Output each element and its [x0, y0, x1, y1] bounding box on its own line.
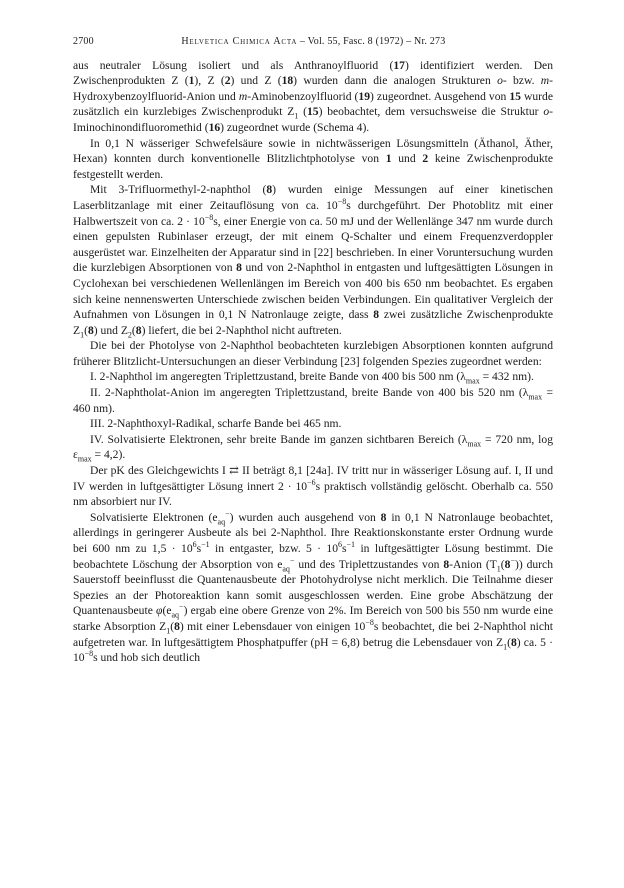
journal-reference: [94, 34, 533, 50]
paragraph-p6: Solvatisierte Elektronen $(e_{aq}^-)$ wurden auch ausgehend von 8 in 0,1 N Natronlauge beobachtet, allerdings in geringerer Ausbeute als bei 2-Naphthol. Ihre Reaktionskonstante erster Ordnung wurde bei 600 nm zu $1,5 \cdot 10^6s^{-1}$ in entgaster, bzw. $5 \cdot 10^6s^{-1}$ in luftgesättigter Lösung bestimmt. Die beobachtete Löschung der Absorption von $e_{aq}^-$ und des Triplettzustandes von 8-Anion $(T_1(8^-))$ durch Sauerstoff beeinflusst die Quantenausbeute der Photohydrolyse nicht merklich. Die Teilnahme dieser Spezies an der Photoreaktion kann somit ausgeschlossen werden. Eine grobe Abschätzung der Quantenausbeute $\varphi(e_{aq}^-)$ ergab eine obere Grenze von 2%. Im Bereich von 500 bis 550 nm wurde eine starke Absorption $Z_1(8)$ mit einer Lebensdauer von einigen $10^{-8}s$ beobachtet, die bei 2-Naphthol nicht aufgetreten war. In luftgesättigtem Phosphatpuffer (pH = 6,8) betrug die Lebensdauer von $Z_1(8)$ ca. $5 \cdot 10^{-8}s$ und hob sich deutlich: [73, 508, 554, 665]
journal-volume: – Vol. 55, Fasc. 8 (1972) – Nr. 273: [297, 36, 446, 47]
paragraph-l3: III. 2-Naphthoxyl-Radikal, scharfe Bande bei 465 nm.: [90, 417, 342, 431]
body-text-continued: [73, 463, 553, 666]
journal-name: Helvetica Chimica Acta: [181, 36, 298, 47]
paragraph-p2: In 0,1 N wässeriger Schwefelsäure sowie in nichtwässerigen Lösungsmitteln (Äthanol, Äther, Hexan) konnten durch konventionelle Blitzlichtphotolyse von 1 und 2 keine Zwischenprodukte festgestellt werden.: [73, 136, 553, 181]
paragraph-l2: II. 2-Naphtholat-Anion im angeregten Triplettzustand, breite Bande von 400 bis 520 nm ($\lambda_{max} = 460$ nm).: [73, 386, 553, 415]
paragraph-p5: Der pK des Gleichgewichts I ⇄ II beträgt 8,1 [24a]. IV tritt nur in wässeriger Lösung auf. I, II und IV werden in luftgesättigter Lösung innert $2 \cdot 10^{-6}s$ praktisch vollständig gelöscht. Oberhalb ca. 550 nm absorbiert nur IV.: [73, 464, 553, 509]
running-header: [73, 34, 553, 50]
paragraph-p1: aus neutraler Lösung isoliert und als Anthranoylfluorid (17) identifiziert werden. Den Zwischenprodukten Z (1), Z (2) und Z (18) wurden dann die analogen Strukturen o- bzw. m-Hydroxybenzoylfluorid-Anion und m-Aminobenzoylfluorid (19) zugeordnet. Ausgehend von 15 wurde zusätzlich ein kurzlebiges Zwischenprodukt $Z_1$ (15) beobachtet, dem versuchsweise die Struktur o-Iminochinondifluoromethid (16) zugeordnet wurde (Schema 4).: [73, 58, 554, 134]
paragraph-l1: I. 2-Naphthol im angeregten Triplettzustand, breite Bande von 400 bis 500 nm ($\lambda_{max} = 432$ nm).: [90, 370, 534, 386]
species-list: [73, 369, 553, 463]
paragraph-l4: IV. Solvatisierte Elektronen, sehr breite Bande im ganzen sichtbaren Bereich ($\lambda_{max} = 720$ nm, $\log \varepsilon_{max} = 4,2$).: [73, 432, 553, 464]
paragraph-p3: Mit 3-Trifluormethyl-2-naphthol (8) wurden einige Messungen auf einer kinetischen Laserblitzanlage mit einer Zeitauflösung von ca. $10^{-8}s$ durchgeführt. Der Photoblitz mit einer Halbwertszeit von ca. $2 \cdot 10^{-8}s$, einer Energie von ca. 50 mJ und der Wellenlänge 347 nm wurde durch einen gepulsten Rubinlaser erzeugt, der mit einem Q-Schalter und einem Frequenzverdoppler ausgerüstet war. Einzelheiten der Apparatur sind in [22] beschrieben. In einer Voruntersuchung wurden die kurzlebigen Absorptionen von 8 und von 2-Naphthol in entgasten und luftgesättigten Lösungen in Cyclohexan bei verschiedenen Wellenlängen im Bereich von 400 bis 650 nm beobachtet. Es ergaben sich keine nennenswerten Unterschiede zwischen beiden Verbindungen. Ein qualitativer Vergleich der Aufnahmen von Lösungen in 0,1 N Natronlauge zeigte, dass 8 zwei zusätzliche Zwischenprodukte $Z_1(8)$ und $Z_2(8)$ liefert, die bei 2-Naphthol nicht auftreten.: [73, 183, 554, 339]
document-page: [73, 34, 553, 666]
page-number: 2700: [73, 36, 94, 47]
body-text: [73, 58, 553, 370]
paragraph-p4: Die bei der Photolyse von 2-Naphthol beobachteten kurzlebigen Absorptionen konnten aufgrund früherer Blitzlicht-Untersuchungen an dieser Verbindung [23] folgenden Spezies zugeordnet werden:: [73, 339, 553, 368]
